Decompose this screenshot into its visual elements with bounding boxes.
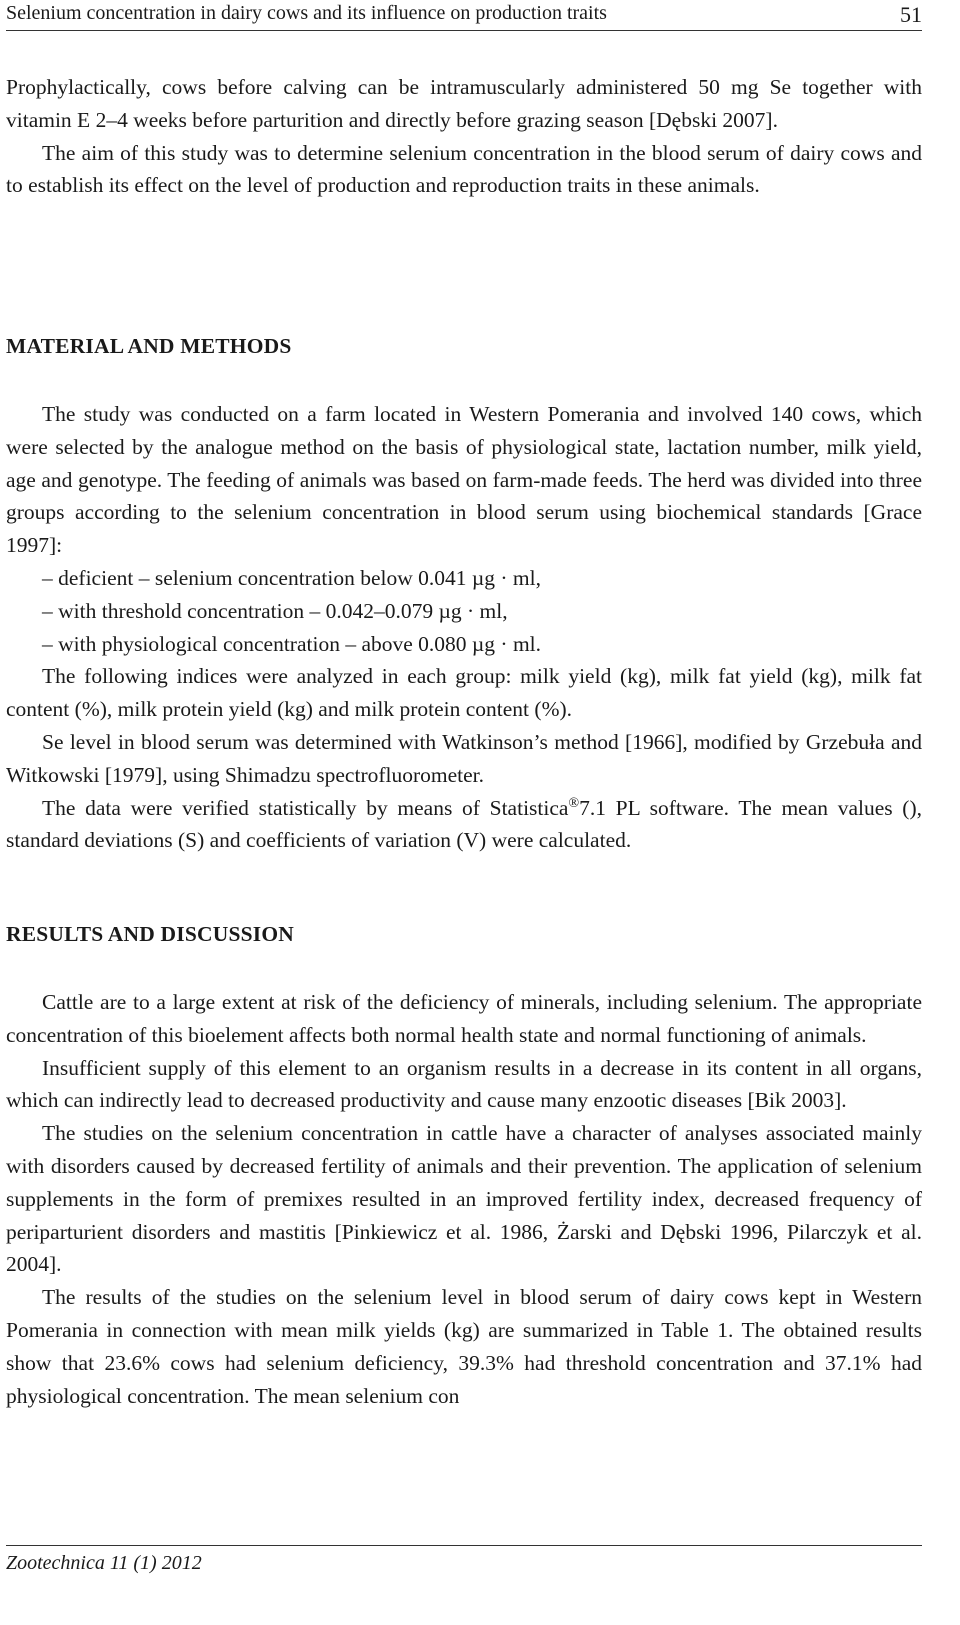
section-heading-methods: MATERIAL AND METHODS [6, 334, 292, 358]
methods-p4-text-before: The data were verified statistically by means of Statistica [42, 795, 569, 820]
results-section [6, 986, 922, 1412]
running-header [6, 0, 922, 31]
results-paragraph-3: The studies on the selenium concentration in cattle have a character of analyses associated mainly with disorders caused by decreased fertility of animals and their prevention. The application of selenium supplements in the form of premixes resulted in an improved fertility index, decreased frequency of periparturient disorders and mastitis [Pinkiewicz et al. 1986, Żarski and Dębski 1996, Pilarczyk et al. 2004]. [6, 1121, 922, 1277]
intro-paragraph-1: Prophylactically, cows before calving can be intramuscularly administered 50 mg Se together with vitamin E 2–4 weeks before parturition and directly before grazing season [Dębski 2007]. [6, 75, 922, 132]
methods-list-item-threshold: – with threshold concentration – 0.042–0.079 µg · ml, [42, 598, 508, 623]
results-paragraph-1: Cattle are to a large extent at risk of the deficiency of minerals, including selenium. The appropriate concentration of this bioelement affects both normal health state and normal functioning of animals. [6, 990, 922, 1047]
section-heading-results: RESULTS AND DISCUSSION [6, 922, 294, 946]
footer-rule [6, 1545, 922, 1546]
methods-p4-text-after: 7.1 PL software. The mean values (), standard deviations (S) and coefficients of variation (V) were calculated. [6, 795, 922, 853]
results-paragraph-4: The results of the studies on the selenium level in blood serum of dairy cows kept in Western Pomerania in connection with mean milk yields (kg) are summarized in Table 1. The obtained results show that 23.6% cows had selenium deficiency, 39.3% had threshold concentration and 37.1% had physiological concentration. The mean selenium con [6, 1285, 922, 1408]
methods-section [6, 398, 922, 857]
document-page [6, 0, 922, 1625]
journal-footer: Zootechnica 11 (1) 2012 [6, 1552, 202, 1574]
methods-paragraph-2: The following indices were analyzed in each group: milk yield (kg), milk fat yield (kg), milk fat content (%), milk protein yield (kg) and milk protein content (%). [6, 664, 922, 722]
intro-paragraph-2: The aim of this study was to determine selenium concentration in the blood serum of dairy cows and to establish its effect on the level of production and reproduction traits in these animals. [6, 140, 922, 198]
methods-paragraph-4 [6, 792, 922, 858]
results-paragraph-2: Insufficient supply of this element to an organism results in a decrease in its content in all organs, which can indirectly lead to decreased productivity and cause many enzootic diseases [Bik 2003]. [6, 1055, 922, 1113]
methods-paragraph-3: Se level in blood serum was determined with Watkinson’s method [1966], modified by Grzebuła and Witkowski [1979], using Shimadzu spectrofluorometer. [6, 729, 922, 787]
methods-list-item-deficient: – deficient – selenium concentration below 0.041 µg · ml, [42, 565, 541, 590]
intro-section [6, 71, 922, 202]
registered-mark: ® [568, 795, 580, 811]
methods-list-item-physiological: – with physiological concentration – above 0.080 µg · ml. [42, 631, 542, 656]
running-title: Selenium concentration in dairy cows and its influence on production traits [6, 2, 607, 24]
page-number: 51 [900, 2, 922, 27]
methods-paragraph-1: The study was conducted on a farm located in Western Pomerania and involved 140 cows, which were selected by the analogue method on the basis of physiological state, lactation number, milk yield, age and genotype. The feeding of animals was based on farm-made feeds. The herd was divided into three groups according to the selenium concentration in blood serum using biochemical standards [Grace 1997]: [6, 402, 922, 558]
